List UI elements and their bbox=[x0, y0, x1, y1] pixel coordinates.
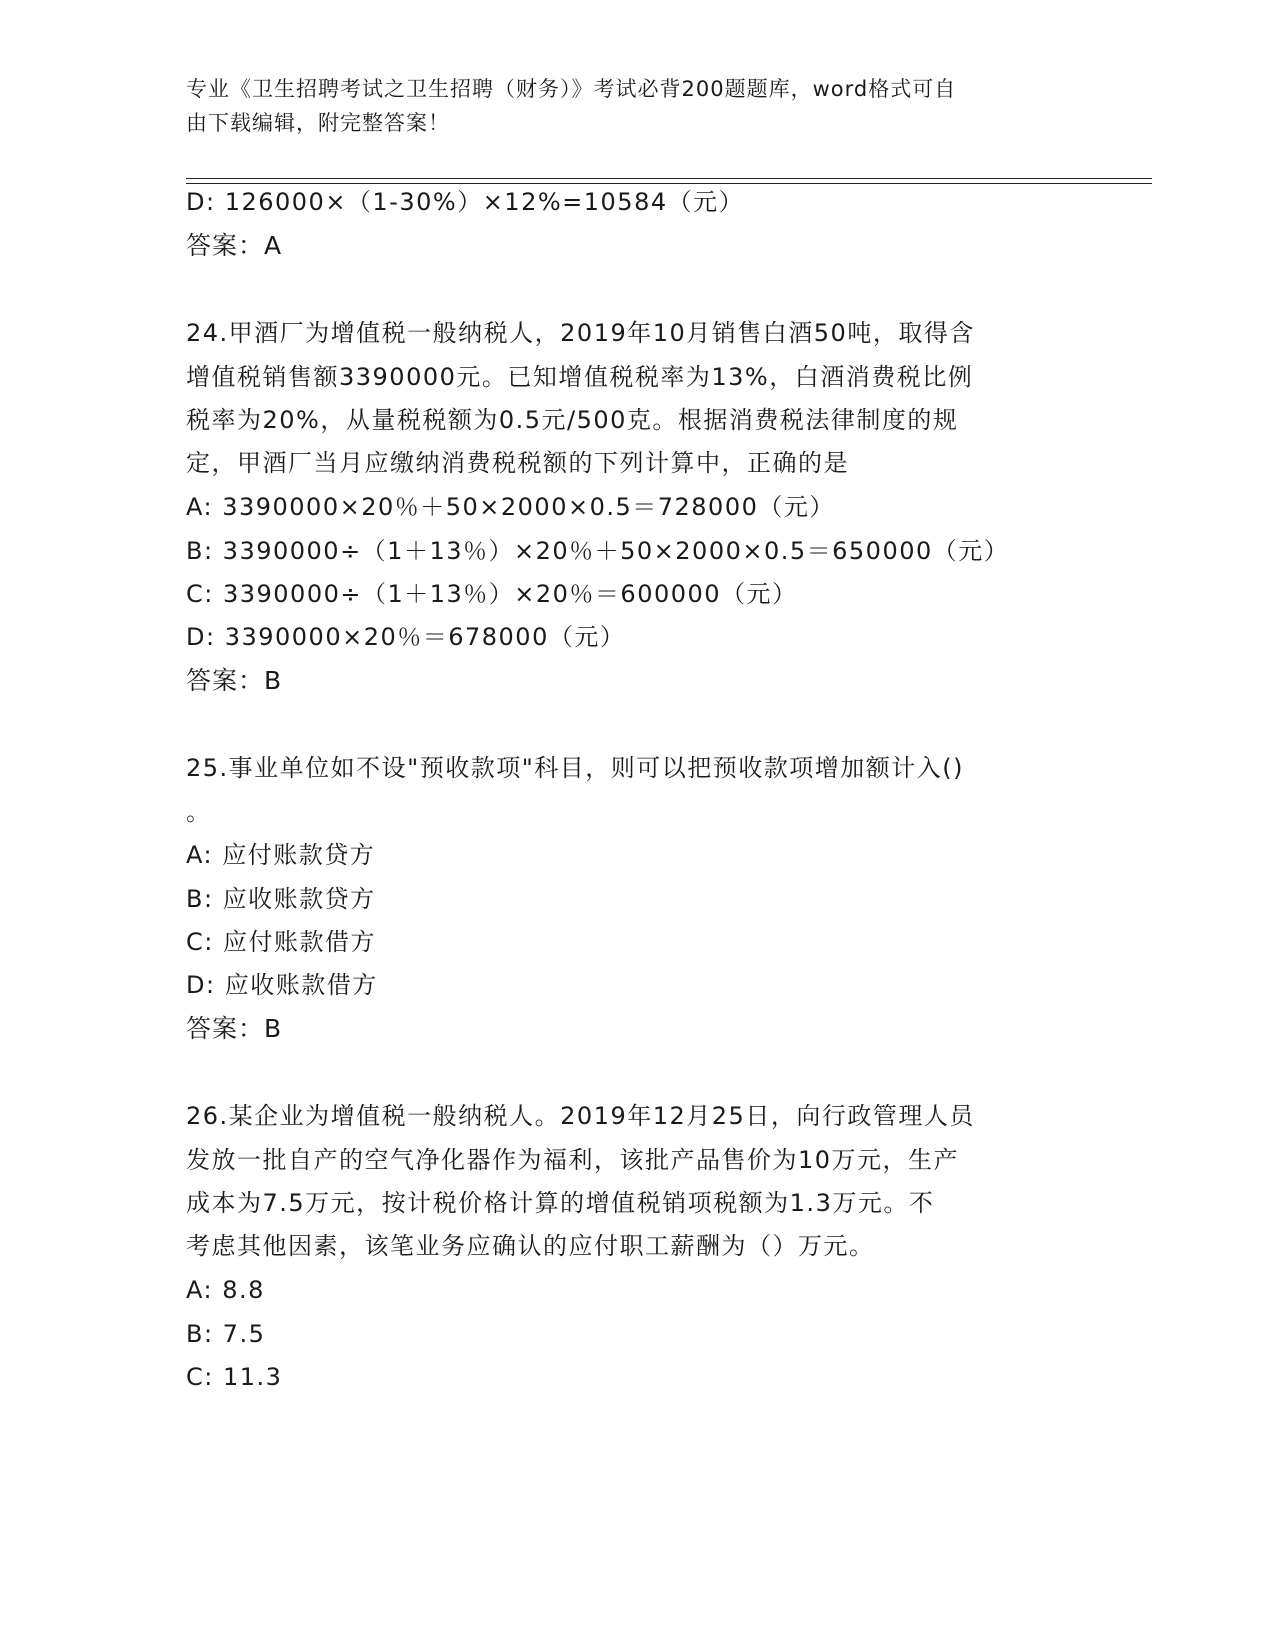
q25-option-d: D: 应收账款借方 bbox=[186, 971, 378, 999]
q24-option-c: C: 3390000÷（1＋13％）×20％＝600000（元） bbox=[186, 580, 798, 608]
q24-answer: 答案：B bbox=[186, 666, 283, 695]
q26-stem-line: 考虑其他因素，该笔业务应确认的应付职工薪酬为（）万元。 bbox=[186, 1232, 875, 1260]
q24-stem-line: 24.甲酒厂为增值税一般纳税人，2019年10月销售白酒50吨，取得含 bbox=[186, 319, 975, 347]
q24-stem-line: 增值税销售额3390000元。已知增值税税率为13%，白酒消费税比例 bbox=[186, 363, 974, 391]
q25-answer: 答案：B bbox=[186, 1014, 283, 1043]
q25-option-c: C: 应付账款借方 bbox=[186, 928, 376, 956]
q25-stem-line: 25.事业单位如不设"预收款项"科目，则可以把预收款项增加额计入() bbox=[186, 754, 964, 782]
q24-option-d: D: 3390000×20％＝678000（元） bbox=[186, 623, 626, 651]
header-rule-top bbox=[186, 178, 1152, 179]
q24-option-a: A: 3390000×20％＋50×2000×0.5＝728000（元） bbox=[186, 493, 835, 521]
q26-stem-line: 成本为7.5万元，按计税价格计算的增值税销项税额为1.3万元。不 bbox=[186, 1189, 935, 1217]
q23-option-d: D: 126000×（1-30%）×12%=10584（元） bbox=[186, 188, 745, 216]
q25-stem-line: 。 bbox=[186, 798, 212, 826]
q26-option-c: C: 11.3 bbox=[186, 1363, 283, 1391]
q24-stem-line: 税率为20%，从量税税额为0.5元/500克。根据消费税法律制度的规 bbox=[186, 406, 959, 434]
q24-option-b: B: 3390000÷（1＋13％）×20％＋50×2000×0.5＝650000（元） bbox=[186, 537, 1010, 565]
q23-answer: 答案：A bbox=[186, 231, 283, 260]
q24-stem-line: 定，甲酒厂当月应缴纳消费税税额的下列计算中，正确的是 bbox=[186, 449, 849, 477]
header-rule-bottom bbox=[186, 183, 1152, 184]
q25-option-a: A: 应付账款贷方 bbox=[186, 841, 376, 869]
q26-stem-line: 发放一批自产的空气净化器作为福利，该批产品售价为10万元，生产 bbox=[186, 1146, 960, 1174]
q26-stem-line: 26.某企业为增值税一般纳税人。2019年12月25日，向行政管理人员 bbox=[186, 1102, 975, 1130]
q25-option-b: B: 应收账款贷方 bbox=[186, 885, 376, 913]
q26-option-b: B: 7.5 bbox=[186, 1320, 266, 1348]
page-header: 专业《卫生招聘考试之卫生招聘（财务）》考试必背200题题库，word格式可自 由下载编辑，附完整答案！ bbox=[186, 77, 957, 135]
q26-option-a: A: 8.8 bbox=[186, 1276, 265, 1304]
